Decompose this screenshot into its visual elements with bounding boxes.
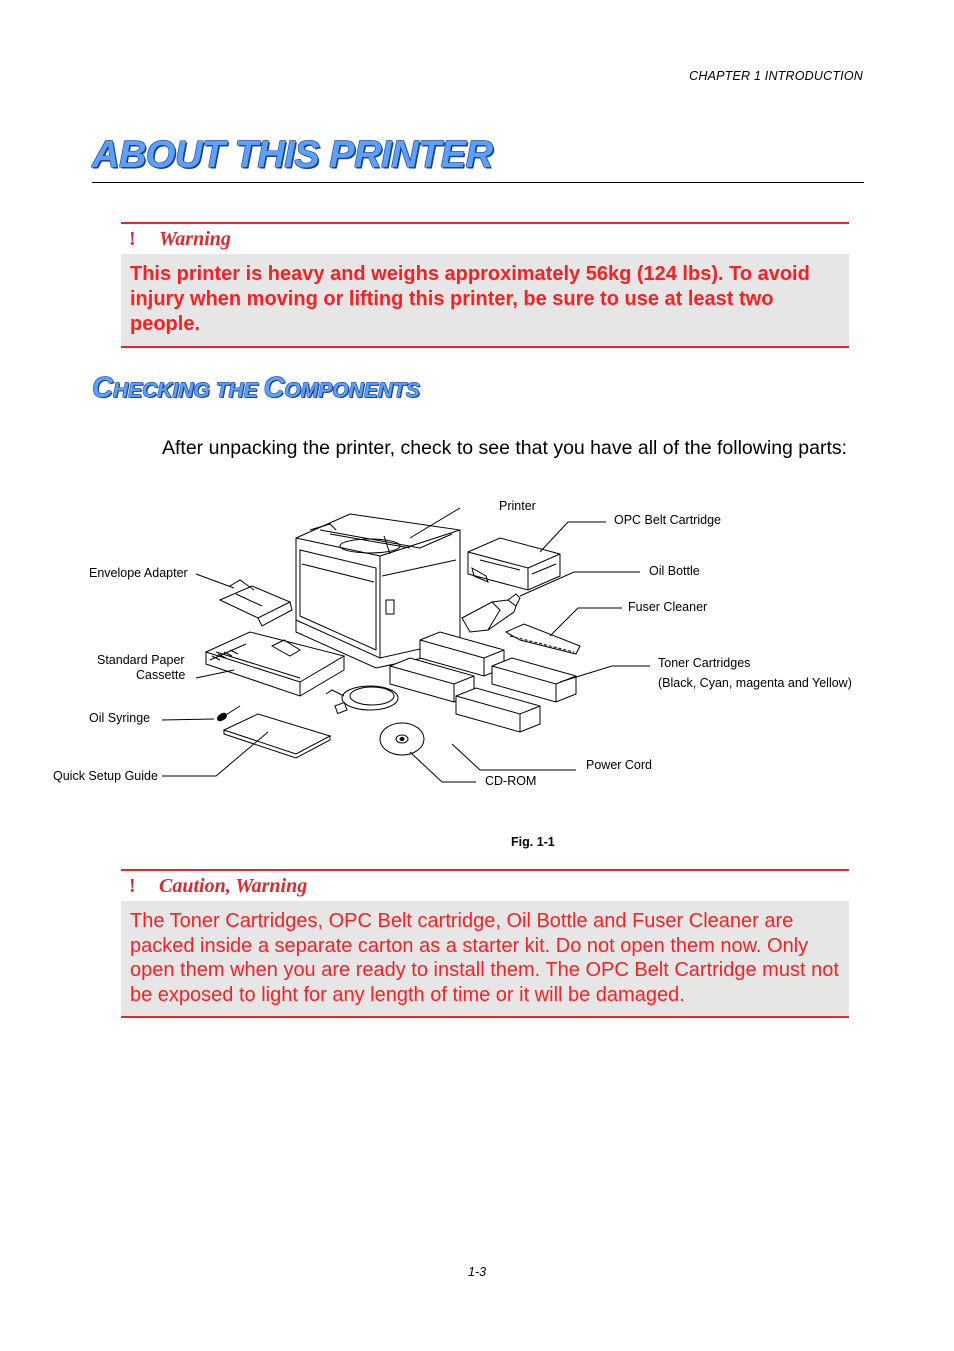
caution-icon: !	[129, 874, 136, 897]
section-heading-cap-2: C	[263, 372, 285, 404]
label-oil-bottle: Oil Bottle	[649, 564, 700, 578]
caution-header	[121, 871, 849, 901]
label-cd-rom: CD-ROM	[485, 774, 537, 788]
components-illustration	[0, 490, 954, 810]
oil-bottle-drawing	[462, 594, 520, 632]
components-figure	[0, 490, 954, 810]
caution-text: The Toner Cartridges, OPC Belt cartridge, Oil Bottle and Fuser Cleaner are packed inside a separate carton as a starter kit. Do not open them now. Only open them when you are ready to install them. The OPC Belt Cartridge must not be exposed to light for any length of time or it will be damaged.	[121, 901, 849, 1018]
label-toner-colors: (Black, Cyan, magenta and Yellow)	[658, 676, 852, 690]
label-fuser-cleaner: Fuser Cleaner	[628, 600, 708, 614]
power-cord-drawing	[326, 686, 398, 713]
caution-label: Caution, Warning	[159, 874, 308, 897]
warning-label: Warning	[159, 227, 231, 250]
label-toner-cartridges: Toner Cartridges	[658, 656, 751, 670]
warning-text: This printer is heavy and weighs approximately 56kg (124 lbs). To avoid injury when moving or lifting this printer, be sure to use at least two people.	[121, 254, 849, 348]
fuser-cleaner-drawing	[506, 624, 580, 654]
cd-rom-drawing	[380, 723, 424, 755]
label-envelope-adapter: Envelope Adapter	[89, 566, 188, 580]
paper-cassette-drawing	[206, 632, 344, 696]
oil-syringe-drawing	[216, 706, 240, 722]
page-title: ABOUT THIS PRINTER	[92, 134, 493, 176]
label-quick-setup-guide: Quick Setup Guide	[53, 769, 158, 783]
section-heading-cap-1: C	[92, 372, 113, 404]
label-printer: Printer	[499, 499, 536, 513]
page-number: 1-3	[468, 1265, 487, 1279]
label-opc-belt-cartridge: OPC Belt Cartridge	[614, 513, 721, 527]
label-cassette: Cassette	[136, 668, 186, 682]
caution-callout	[121, 869, 849, 1018]
section-heading-rest-2: OMPONENTS	[284, 379, 420, 402]
quick-setup-guide-drawing	[224, 714, 330, 758]
warning-icon: !	[129, 227, 136, 250]
title-rule	[92, 182, 864, 183]
section-heading-rest-1: HECKING THE	[112, 379, 264, 402]
warning-callout	[121, 222, 849, 348]
warning-header	[121, 224, 849, 254]
label-power-cord: Power Cord	[586, 758, 652, 772]
running-header: CHAPTER 1 INTRODUCTION	[689, 69, 863, 83]
label-standard-paper: Standard Paper	[97, 653, 185, 667]
label-oil-syringe: Oil Syringe	[89, 711, 151, 725]
section-heading	[92, 372, 420, 405]
figure-caption: Fig. 1-1	[511, 835, 555, 849]
intro-paragraph: After unpacking the printer, check to see that you have all of the following parts:	[162, 437, 848, 459]
